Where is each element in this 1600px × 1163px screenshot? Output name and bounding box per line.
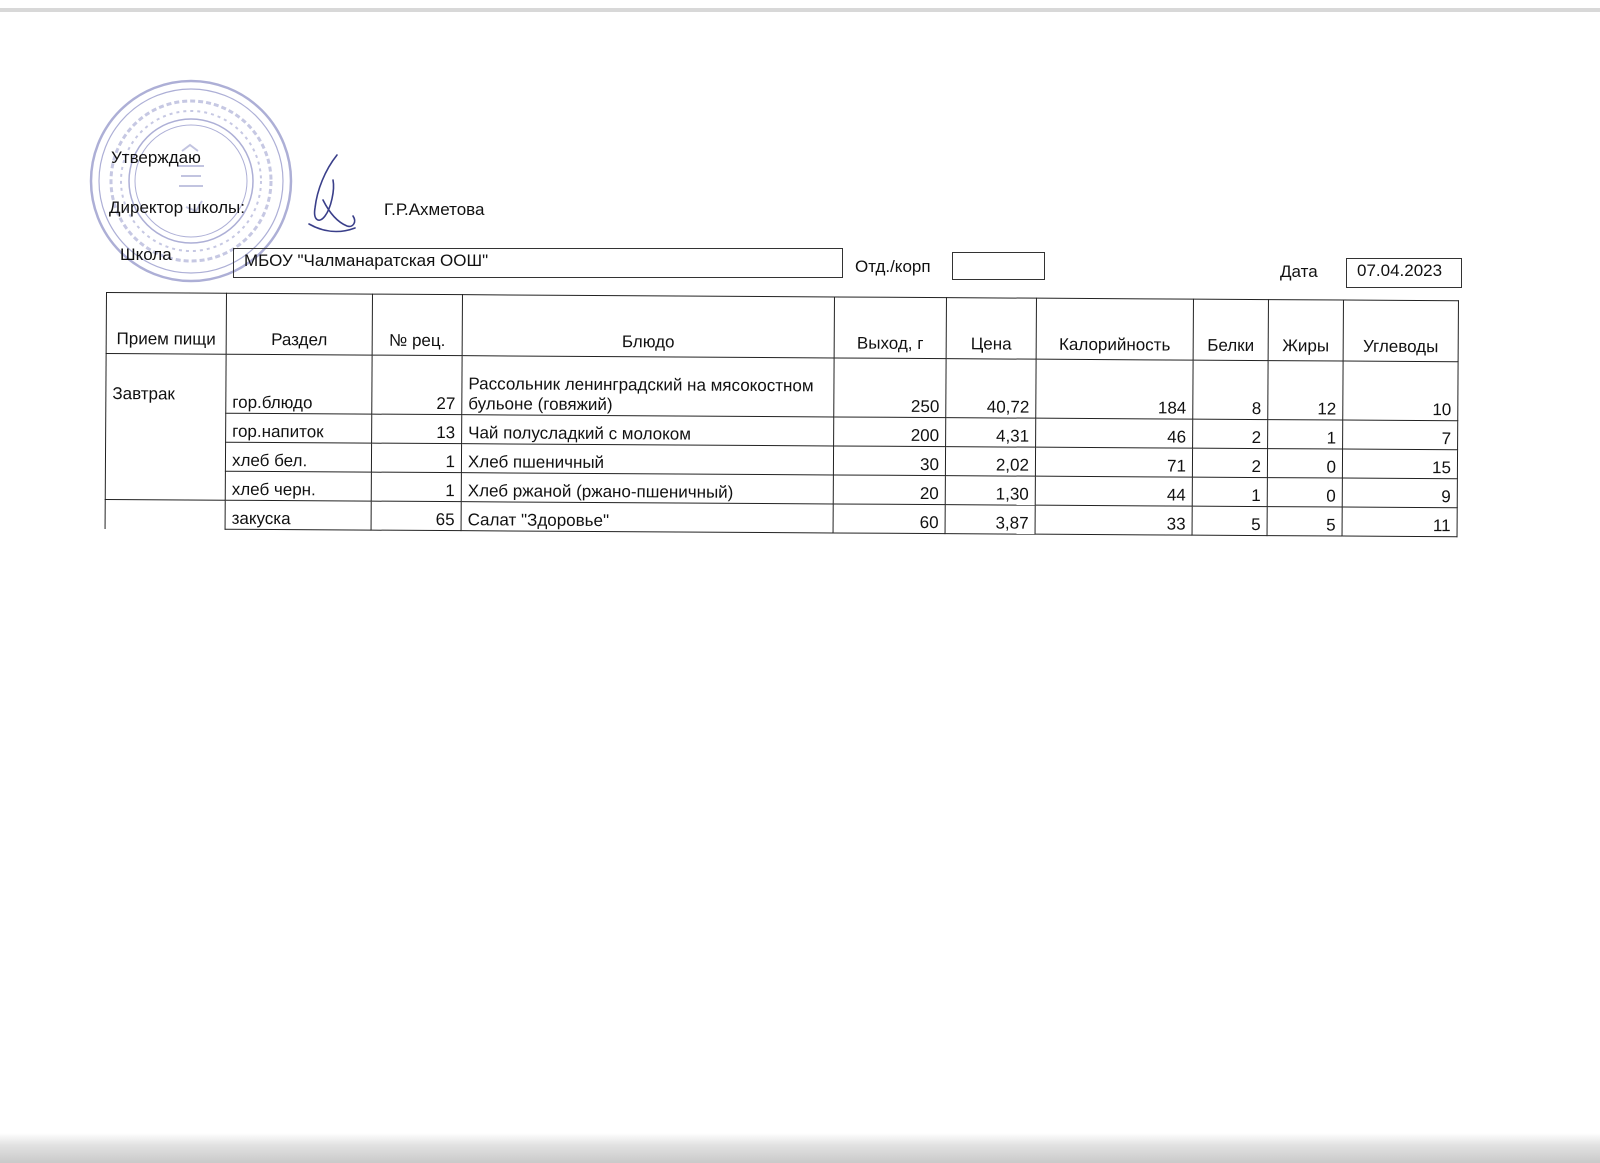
- dish-cell: Чай полусладкий с молоком: [462, 415, 834, 446]
- section-cell: хлеб черн.: [225, 471, 371, 501]
- director-name: Г.Р.Ахметова: [384, 200, 485, 219]
- calories-cell: 33: [1035, 505, 1192, 535]
- empty-meal-cell: [105, 499, 225, 529]
- column-header-recipe: № рец.: [372, 294, 462, 356]
- table-header-row: [106, 293, 1458, 362]
- protein-cell: 5: [1192, 506, 1267, 535]
- recipe-cell: 1: [371, 472, 461, 502]
- dish-cell: Рассольник ленинградский на мясокостном бульоне (говяжий): [462, 356, 834, 417]
- scan-edge-top: [0, 8, 1600, 12]
- fat-cell: 0: [1267, 478, 1342, 507]
- column-header-protein: Белки: [1193, 299, 1268, 360]
- column-header-dish: Блюдо: [462, 295, 834, 358]
- date-field[interactable]: 07.04.2023: [1346, 258, 1462, 288]
- dish-cell: Хлеб ржаной (ржано-пшеничный): [461, 473, 833, 504]
- dish-cell: Хлеб пшеничный: [461, 444, 833, 475]
- table-row: [106, 354, 1458, 421]
- dept-label: Отд./корп: [855, 257, 931, 276]
- recipe-cell: 27: [372, 355, 462, 415]
- section-cell: хлеб бел.: [225, 442, 371, 472]
- director-signature: [295, 150, 370, 240]
- column-header-section: Раздел: [226, 293, 372, 355]
- yield-cell: 20: [833, 475, 945, 505]
- date-label: Дата: [1280, 262, 1318, 281]
- approve-label: Утверждаю: [111, 148, 201, 167]
- price-cell: 2,02: [945, 447, 1035, 477]
- recipe-cell: 65: [371, 501, 461, 531]
- fat-cell: 1: [1268, 420, 1343, 449]
- fat-cell: 0: [1267, 449, 1342, 478]
- dish-cell: Салат "Здоровье": [461, 502, 833, 533]
- carbs-cell: 11: [1342, 507, 1457, 537]
- meal-cell: Завтрак: [105, 354, 226, 501]
- column-header-carbs: Углеводы: [1343, 300, 1458, 362]
- column-header-fat: Жиры: [1268, 300, 1343, 361]
- column-header-price: Цена: [946, 298, 1036, 360]
- school-field[interactable]: МБОУ "Чалманаратская ООШ": [233, 248, 843, 278]
- section-cell: гор.блюдо: [226, 354, 372, 414]
- calories-cell: 71: [1035, 447, 1192, 477]
- section-cell: закуска: [225, 500, 371, 530]
- column-header-calories: Калорийность: [1036, 298, 1193, 360]
- column-header-yield: Выход, г: [834, 297, 946, 359]
- price-cell: 1,30: [945, 476, 1035, 506]
- price-cell: 40,72: [946, 359, 1036, 419]
- price-cell: 3,87: [945, 505, 1035, 535]
- carbs-cell: 7: [1343, 420, 1458, 450]
- menu-table: [105, 292, 1459, 537]
- school-label: Школа: [120, 245, 172, 264]
- yield-cell: 60: [833, 504, 945, 534]
- yield-cell: 250: [834, 358, 946, 418]
- carbs-cell: 15: [1342, 449, 1457, 479]
- carbs-cell: 10: [1343, 361, 1458, 421]
- protein-cell: 2: [1193, 419, 1268, 448]
- column-header-meal: Прием пищи: [106, 293, 226, 355]
- calories-cell: 44: [1035, 476, 1192, 506]
- section-cell: гор.напиток: [226, 413, 372, 443]
- yield-cell: 30: [833, 446, 945, 476]
- carbs-cell: 9: [1342, 478, 1457, 508]
- protein-cell: 1: [1192, 477, 1267, 506]
- scan-edge-bottom: [0, 1133, 1600, 1163]
- dept-field[interactable]: [952, 252, 1045, 280]
- recipe-cell: 13: [372, 414, 462, 444]
- calories-cell: 184: [1036, 359, 1193, 419]
- calories-cell: 46: [1036, 418, 1193, 448]
- director-label: Директор школы:: [109, 198, 245, 217]
- protein-cell: 8: [1193, 360, 1268, 419]
- fat-cell: 5: [1267, 507, 1342, 536]
- yield-cell: 200: [834, 417, 946, 447]
- protein-cell: 2: [1192, 448, 1267, 477]
- fat-cell: 12: [1268, 361, 1343, 420]
- price-cell: 4,31: [946, 418, 1036, 448]
- recipe-cell: 1: [371, 443, 461, 473]
